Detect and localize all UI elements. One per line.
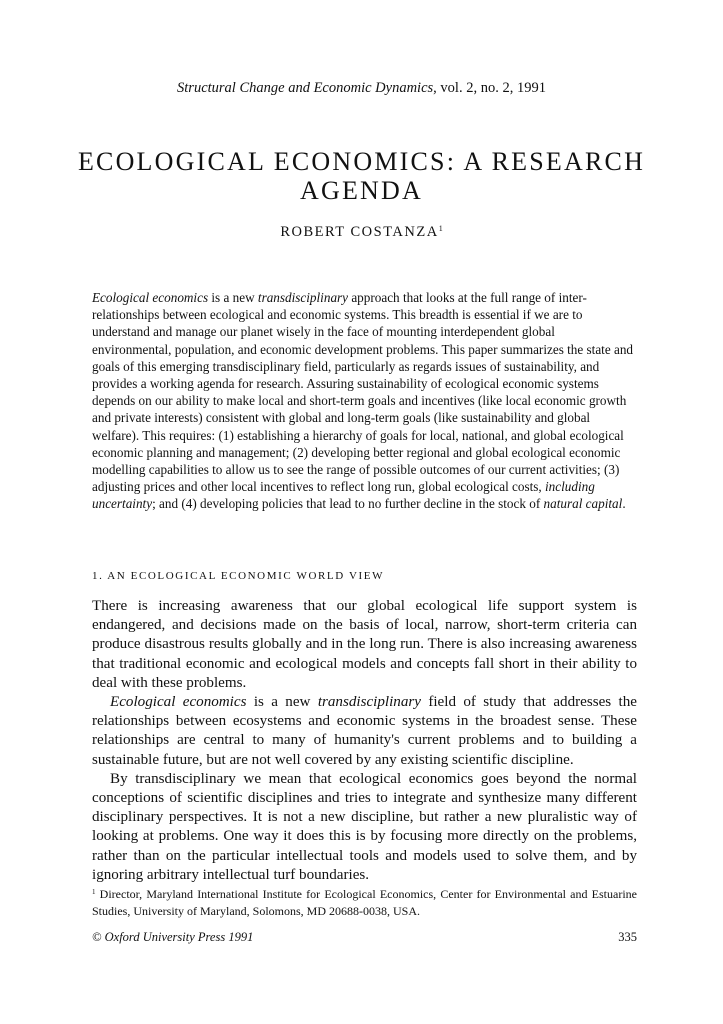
body-em-1: Ecological economics [110,694,247,711]
abstract-em-4: natural capital [543,496,623,512]
section-heading: 1. AN ECOLOGICAL ECONOMIC WORLD VIEW [92,570,385,582]
abstract-em-3: including uncertainty [92,479,595,512]
author [0,224,723,241]
journal-citation [0,80,723,97]
author-name: ROBERT COSTANZA [280,224,439,240]
title-line-2: AGENDA [300,176,423,205]
body-text-2b: field of study that addresses the relationships between ecosystems and economic systems in the broadest sense. These relationships are central to many of humanity's current problems and to building a sustainable future, but are not well covered by any existing scientific discipline. [92,694,637,768]
body-text [92,597,637,885]
footnote-text: Director, Maryland International Institute for Ecological Economics, Center for Environmental and Estuarine Studies, University of Maryland, Solomons, MD 20688-0038, USA. [92,887,637,918]
abstract-text-2: approach that looks at the full range of inter-relationships between ecological and economic systems. This breadth is essential if we are to understand and manage our planet wisely in the face of mounting interdependent global environmental, population, and economic development problems. This paper summarizes the state and goals of this emerging transdisciplinary field, particularly as regards issues of sustainability, and provides a working agenda for research. Assuring sustainability of ecological economic systems depends on our ability to make local and short-term goals and incentives (like local economic growth and private interests) consistent with global and long-term goals (like sustainability and global welfare). This requires: (1) establishing a hierarchy of goals for local, national, and global ecological economic planning and management; (2) developing better regional and global ecological economic modelling capabilities to allow us to see the range of possible outcomes of our current activities; (3) adjusting prices and other local incentives to reflect long run, global ecological costs, [92,290,634,495]
journal-details: , vol. 2, no. 2, 1991 [433,80,546,96]
body-paragraph-1: There is increasing awareness that our global ecological life support system is endangered, and decisions made on the basis of local, narrow, short-term criteria can produce disastrous results globally and in the long run. There is also increasing awareness that traditional economic and ecological models and concepts fall short in their ability to deal with these problems. [92,598,637,691]
body-paragraph-2 [92,693,637,770]
title-line-1: ECOLOGICAL ECONOMICS: A RESEARCH [77,147,646,176]
abstract-text [92,289,637,513]
footnote [92,884,637,920]
abstract-em-2: transdisciplinary [257,290,349,305]
body-paragraph-3: By transdisciplinary we mean that ecological economics goes beyond the normal conceptions of scientific disciplines and tries to integrate and synthesize many different disciplinary perspectives. It is not a new discipline, but rather a new pluralistic way of looking at problems. One way it does this is by focusing more directly on the problems, rather than on the particular intellectual tools and models used to solve them, and by ignoring arbitrary intellectual turf boundaries. [92,770,637,883]
abstract-text-3: ; and (4) developing policies that lead to no further decline in the stock of [152,496,544,512]
author-footnote-mark: 1 [438,224,443,233]
page-number: 335 [618,930,637,944]
copyright: © Oxford University Press 1991 [92,930,254,944]
abstract-em-1: Ecological economics [92,290,209,305]
journal-name: Structural Change and Economic Dynamics [177,80,434,96]
abstract [92,289,637,513]
abstract-text-4: . [622,496,626,512]
body-text-2a: is a new [246,694,318,711]
paper-title [60,147,663,205]
body-em-2: transdisciplinary [317,694,421,711]
footnote-mark: 1 [92,888,96,896]
abstract-text-1: is a new [208,290,258,305]
